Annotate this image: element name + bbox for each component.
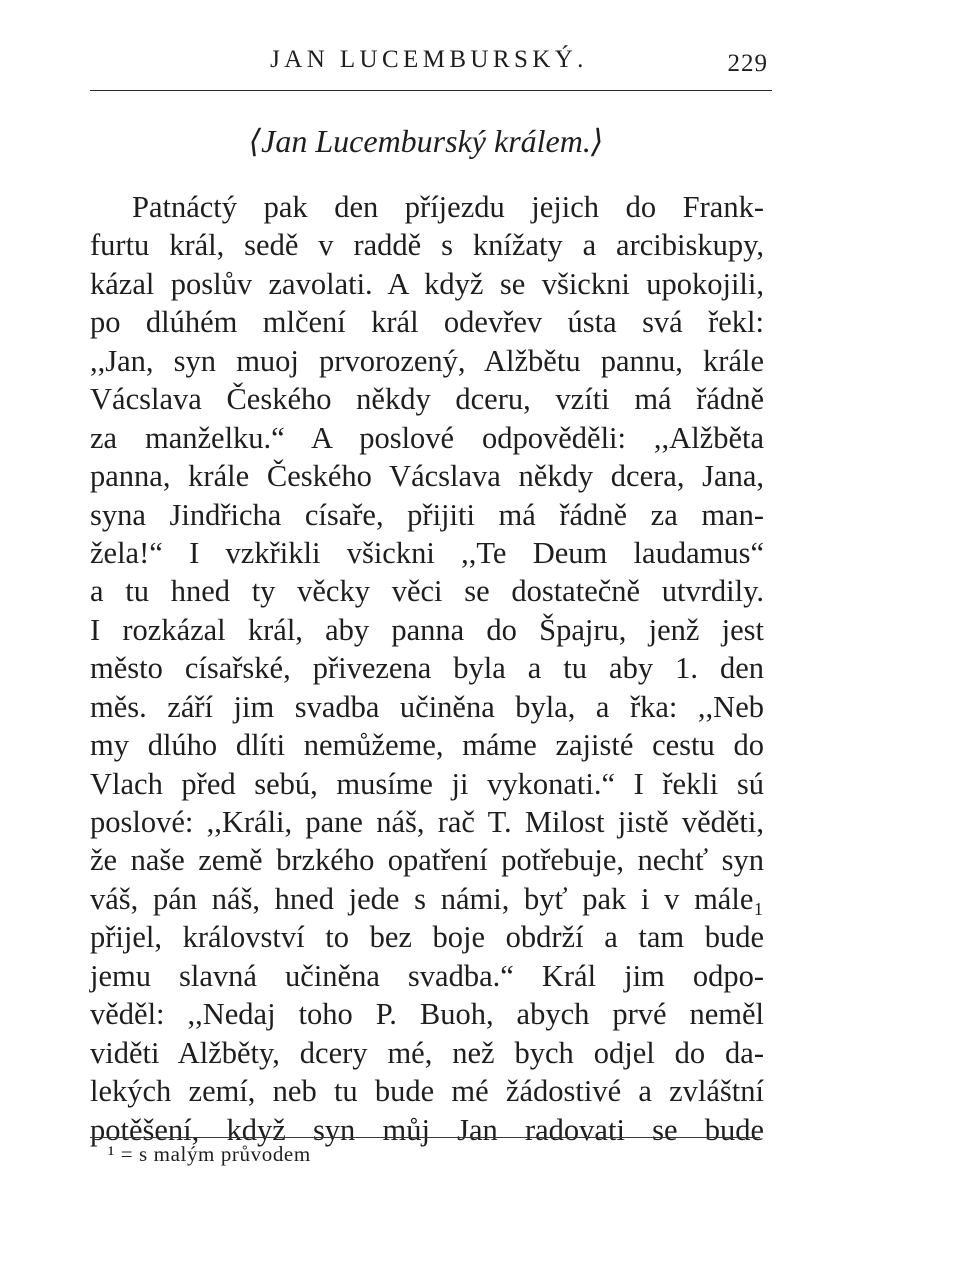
running-title: JAN LUCEMBURSKÝ.	[270, 46, 588, 73]
text-line: a tu hned ty věcky věci se dostatečně utvrdily.	[90, 574, 764, 609]
text-line: ,,Jan, syn muoj prvorozený, Alžbětu pannu, krále	[90, 343, 764, 378]
text-line: poslové: ,,Králi, pane náš, rač T. Milost jistě věděti,	[90, 805, 764, 839]
text-line: za manželku.“ A poslové odpověděli: ,,Alžběta	[90, 420, 764, 455]
header-rule	[90, 90, 772, 91]
text-line: lekých zemí, neb tu bude mé žádostivé a zvláštní	[90, 1074, 764, 1109]
text-line: měs. září jim svadba učiněna byla, a řka: ,,Neb	[90, 689, 764, 724]
text-line: Vlach před sebú, musíme ji vykonati.“ I řekli sú	[90, 766, 764, 801]
body-text	[90, 188, 764, 1149]
footnote: ¹ = s malým průvodem	[108, 1142, 311, 1166]
text-line: furtu král, sedě v raddě s knížaty a arcibiskupy,	[90, 228, 764, 263]
text-line: viděti Alžběty, dcery mé, než bych odjel do da-	[90, 1035, 764, 1070]
text-line: váš, pán náš, hned jede s námi, byť pak i v mále₁	[90, 881, 764, 916]
text-line: I rozkázal král, aby panna do Špajru, jenž jest	[90, 612, 764, 647]
text-line: my dlúho dlíti nemůžeme, máme zajisté cestu do	[90, 728, 764, 763]
text-line: věděl: ,,Nedaj toho P. Buoh, abych prvé neměl	[90, 997, 764, 1032]
text-line: potěšení, když syn můj Jan radovati se bude	[90, 1112, 764, 1147]
text-line: město císařské, přivezena byla a tu aby 1. den	[90, 651, 764, 686]
text-line: jemu slavná učiněna svadba.“ Král jim odpo-	[90, 958, 764, 993]
text-line: kázal poslův zavolati. A když se všickni upokojili,	[90, 266, 764, 301]
text-line: přijel, království to bez boje obdrží a tam bude	[90, 920, 764, 955]
text-line: Vácslava Českého někdy dceru, vzíti má řádně	[90, 382, 764, 417]
text-line: po dlúhém mlčení král odevřev ústa svá řekl:	[90, 305, 764, 340]
text-line: žela!“ I vzkřikli všickni ,,Te Deum laudamus“	[90, 535, 764, 570]
page-number: 229	[727, 50, 768, 77]
text-line: panna, krále Českého Vácslava někdy dcera, Jana,	[90, 459, 764, 494]
chapter-heading: ⟨Jan Lucemburský králem.⟩	[248, 123, 604, 159]
text-line: Patnáctý pak den příjezdu jejich do Frank-	[132, 190, 764, 224]
text-line: že naše země brzkého opatření potřebuje, nechť syn	[90, 843, 764, 878]
running-head	[90, 42, 768, 78]
text-line: syna Jindřicha císaře, přijiti má řádně za man-	[90, 497, 764, 532]
